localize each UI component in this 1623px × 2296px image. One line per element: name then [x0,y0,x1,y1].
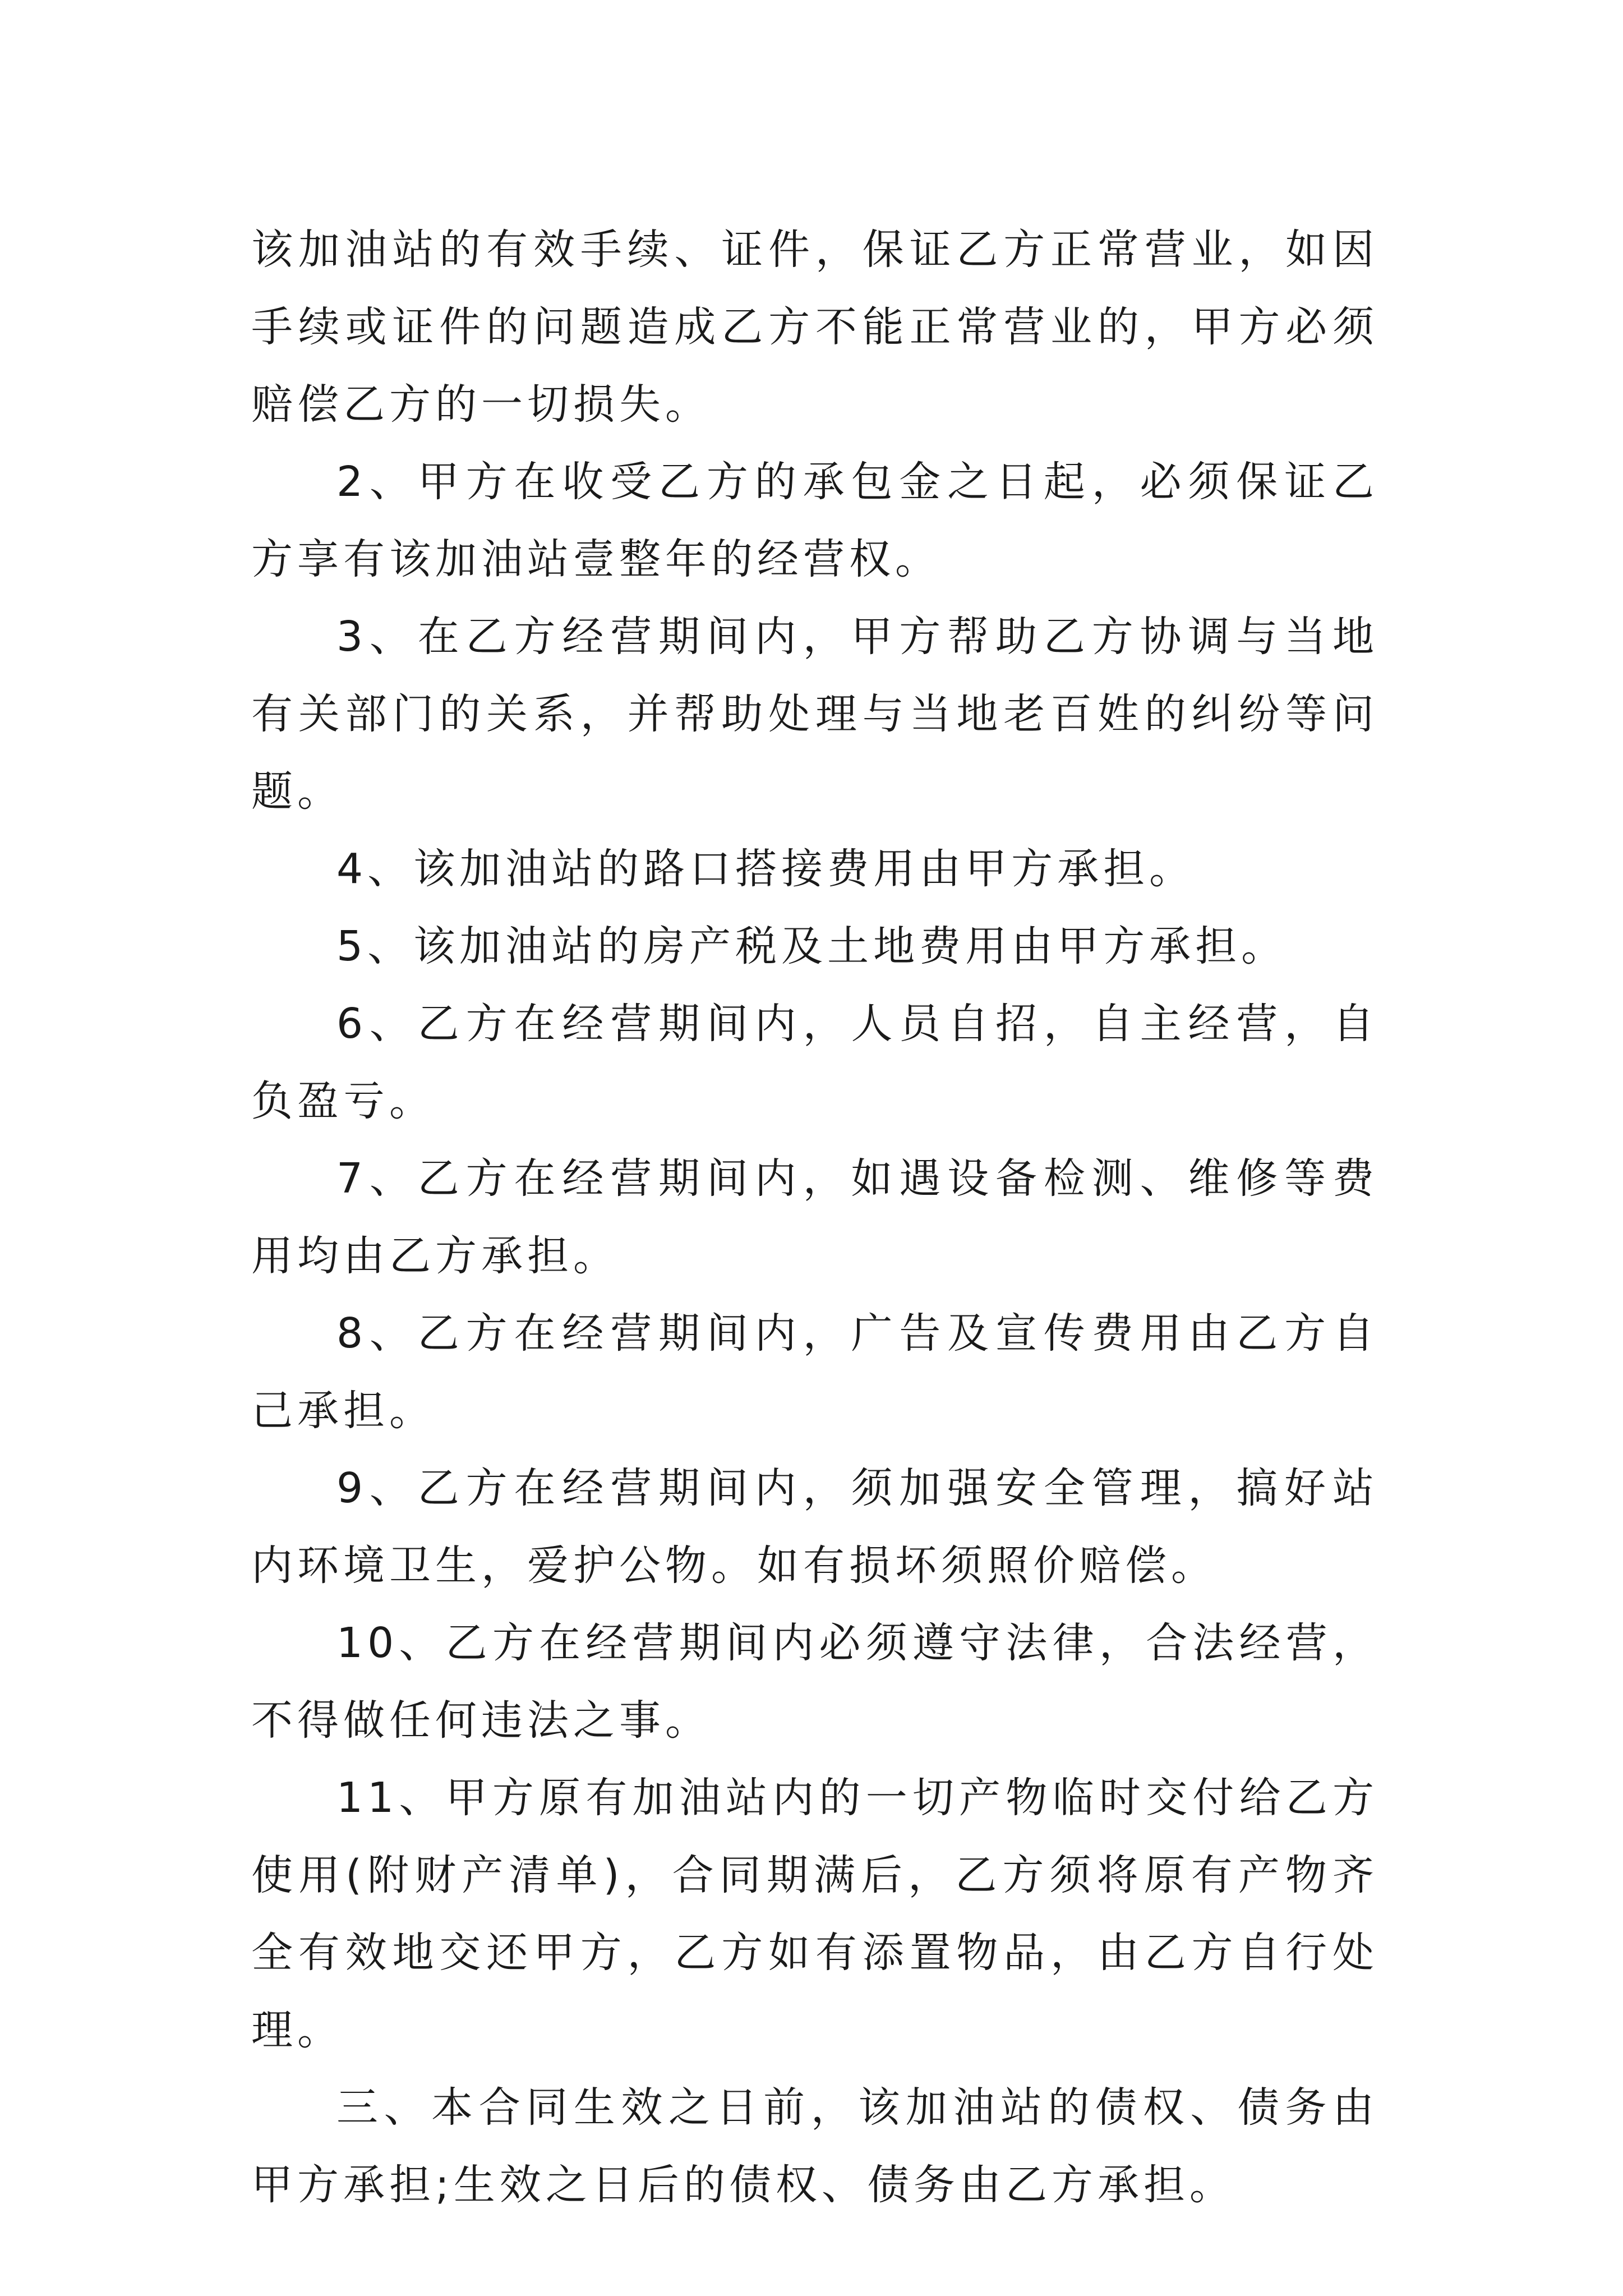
section-3: 三、本合同生效之日前，该加油站的债权、债务由甲方承担;生效之日后的债权、债务由乙方承担。 [251,2083,1378,2209]
document-body [251,211,1378,2224]
paragraph-continuation: 该加油站的有效手续、证件，保证乙方正常营业，如因手续或证件的问题造成乙方不能正常营业的，甲方必须赔偿乙方的一切损失。 [251,226,1378,429]
clause-11: 11、甲方原有加油站内的一切产物临时交付给乙方使用(附财产清单)，合同期满后，乙方须将原有产物齐全有效地交还甲方，乙方如有添置物品，由乙方自行处理。 [251,1774,1378,2054]
clause-2: 2、甲方在收受乙方的承包金之日起，必须保证乙方享有该加油站壹整年的经营权。 [251,458,1378,583]
clause-3: 3、在乙方经营期间内，甲方帮助乙方协调与当地有关部门的关系，并帮助处理与当地老百姓的纠纷等问题。 [251,613,1378,816]
clause-7: 7、乙方在经营期间内，如遇设备检测、维修等费用均由乙方承担。 [251,1154,1378,1280]
clause-8: 8、乙方在经营期间内，广告及宣传费用由乙方自己承担。 [251,1309,1378,1435]
clause-10: 10、乙方在经营期间内必须遵守法律，合法经营，不得做任何违法之事。 [251,1619,1378,1745]
clause-9: 9、乙方在经营期间内，须加强安全管理，搞好站内环境卫生，爱护公物。如有损坏须照价赔偿。 [251,1464,1378,1590]
clause-6: 6、乙方在经营期间内，人员自招，自主经营，自负盈亏。 [251,1000,1378,1125]
clause-5: 5、该加油站的房产税及土地费用由甲方承担。 [336,922,1288,970]
clause-4: 4、该加油站的路口搭接费用由甲方承担。 [336,845,1196,893]
